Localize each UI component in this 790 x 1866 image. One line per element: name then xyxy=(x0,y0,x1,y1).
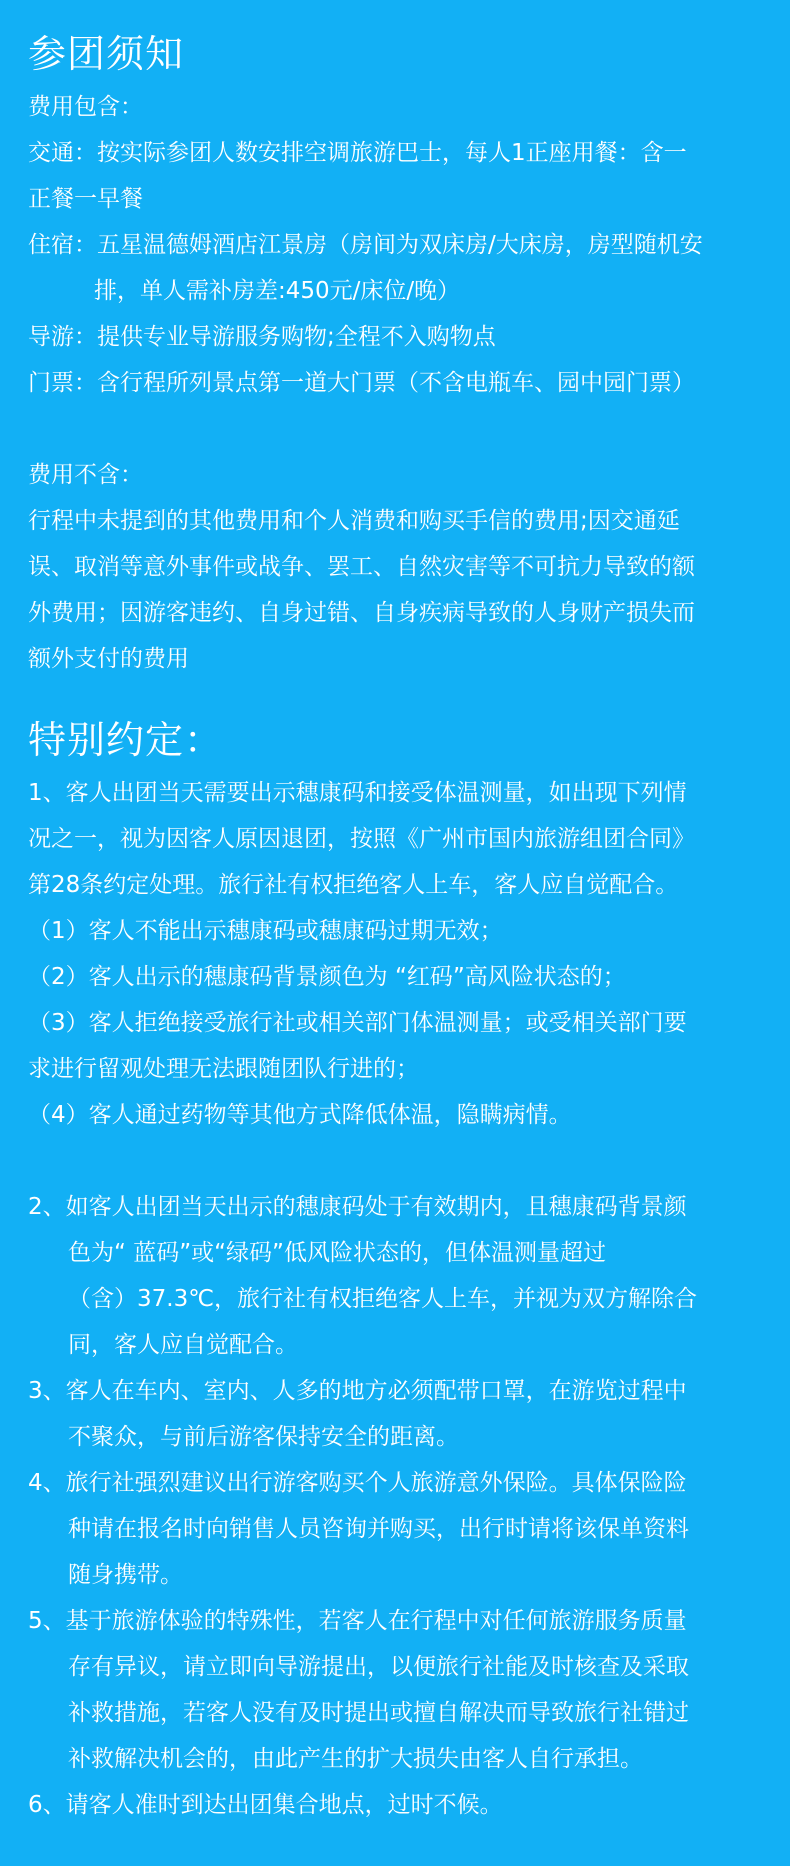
text-line: 交通：按实际参团人数安排空调旅游巴士，每人1正座用餐：含一 xyxy=(28,140,687,166)
spacer xyxy=(28,406,790,452)
text-line: 第28条约定处理。旅行社有权拒绝客人上车，客人应自觉配合。 xyxy=(28,872,679,898)
text-line: 导游：提供专业导游服务购物;全程不入购物点 xyxy=(28,324,496,350)
notice-title: 参团须知 xyxy=(28,32,185,76)
text-line: 正餐一早餐 xyxy=(28,186,143,212)
text-line: 色为“ 蓝码”或“绿码”低风险状态的，但体温测量超过 xyxy=(68,1240,606,1266)
text-line: 门票：含行程所列景点第一道大门票（不含电瓶车、园中园门票） xyxy=(28,370,695,396)
text-line: 排，单人需补房差:450元/床位/晚） xyxy=(94,278,461,304)
text-line: （4）客人通过药物等其他方式降低体温，隐瞒病情。 xyxy=(28,1102,572,1128)
excluded-line: 误、取消等意外事件或战争、罢工、自然灾害等不可抗力导致的额 xyxy=(28,554,695,580)
text-line: （含）37.3℃，旅行社有权拒绝客人上车，并视为双方解除合 xyxy=(68,1286,698,1312)
text-line: 种请在报名时向销售人员咨询并购买，出行时请将该保单资料 xyxy=(68,1516,689,1542)
text-line: 3、客人在车内、室内、人多的地方必须配带口罩，在游览过程中 xyxy=(28,1378,687,1404)
text-line: 4、旅行社强烈建议出行游客购买个人旅游意外保险。具体保险险 xyxy=(28,1470,687,1496)
excluded-line: 外费用；因游客违约、自身过错、自身疾病导致的人身财产损失而 xyxy=(28,600,695,626)
text-line: （1）客人不能出示穗康码或穗康码过期无效； xyxy=(28,918,503,944)
text-line: （3）客人拒绝接受旅行社或相关部门体温测量；或受相关部门要 xyxy=(28,1010,687,1036)
text-line: 同，客人应自觉配合。 xyxy=(68,1332,298,1358)
text-line: 况之一，视为因客人原因退团，按照《广州市国内旅游组团合同》 xyxy=(28,826,695,852)
text-line: 存有异议，请立即向导游提出，以便旅行社能及时核查及采取 xyxy=(68,1654,689,1680)
special-part2-list xyxy=(28,1184,790,1828)
text-line: 不聚众，与前后游客保持安全的距离。 xyxy=(68,1424,459,1450)
text-line: 5、基于旅游体验的特殊性，若客人在行程中对任何旅游服务质量 xyxy=(28,1608,687,1634)
text-line: （2）客人出示的穗康码背景颜色为 “红码”高风险状态的； xyxy=(28,964,626,990)
text-line: 补救措施，若客人没有及时提出或擅自解决而导致旅行社错过 xyxy=(68,1700,689,1726)
text-line: 2、如客人出团当天出示的穗康码处于有效期内，且穗康码背景颜 xyxy=(28,1194,687,1220)
special-part1-list xyxy=(28,770,790,1138)
text-line: 1、客人出团当天需要出示穗康码和接受体温测量，如出现下列情 xyxy=(28,780,687,806)
excluded-line: 行程中未提到的其他费用和个人消费和购买手信的费用;因交通延 xyxy=(28,508,680,534)
included-list xyxy=(28,130,790,406)
excluded-list xyxy=(28,498,790,682)
included-heading: 费用包含： xyxy=(28,94,143,120)
excluded-heading: 费用不含： xyxy=(28,462,143,488)
excluded-line: 额外支付的费用 xyxy=(28,646,189,672)
text-line: 6、请客人准时到达出团集合地点，过时不候。 xyxy=(28,1792,503,1818)
spacer xyxy=(28,1138,790,1184)
text-line: 求进行留观处理无法跟随团队行进的； xyxy=(28,1056,419,1082)
text-line: 住宿：五星温德姆酒店江景房（房间为双床房/大床房，房型随机安 xyxy=(28,232,703,258)
text-line: 随身携带。 xyxy=(68,1562,183,1588)
special-title: 特别约定： xyxy=(28,718,224,762)
text-line: 补救解决机会的，由此产生的扩大损失由客人自行承担。 xyxy=(68,1746,643,1772)
